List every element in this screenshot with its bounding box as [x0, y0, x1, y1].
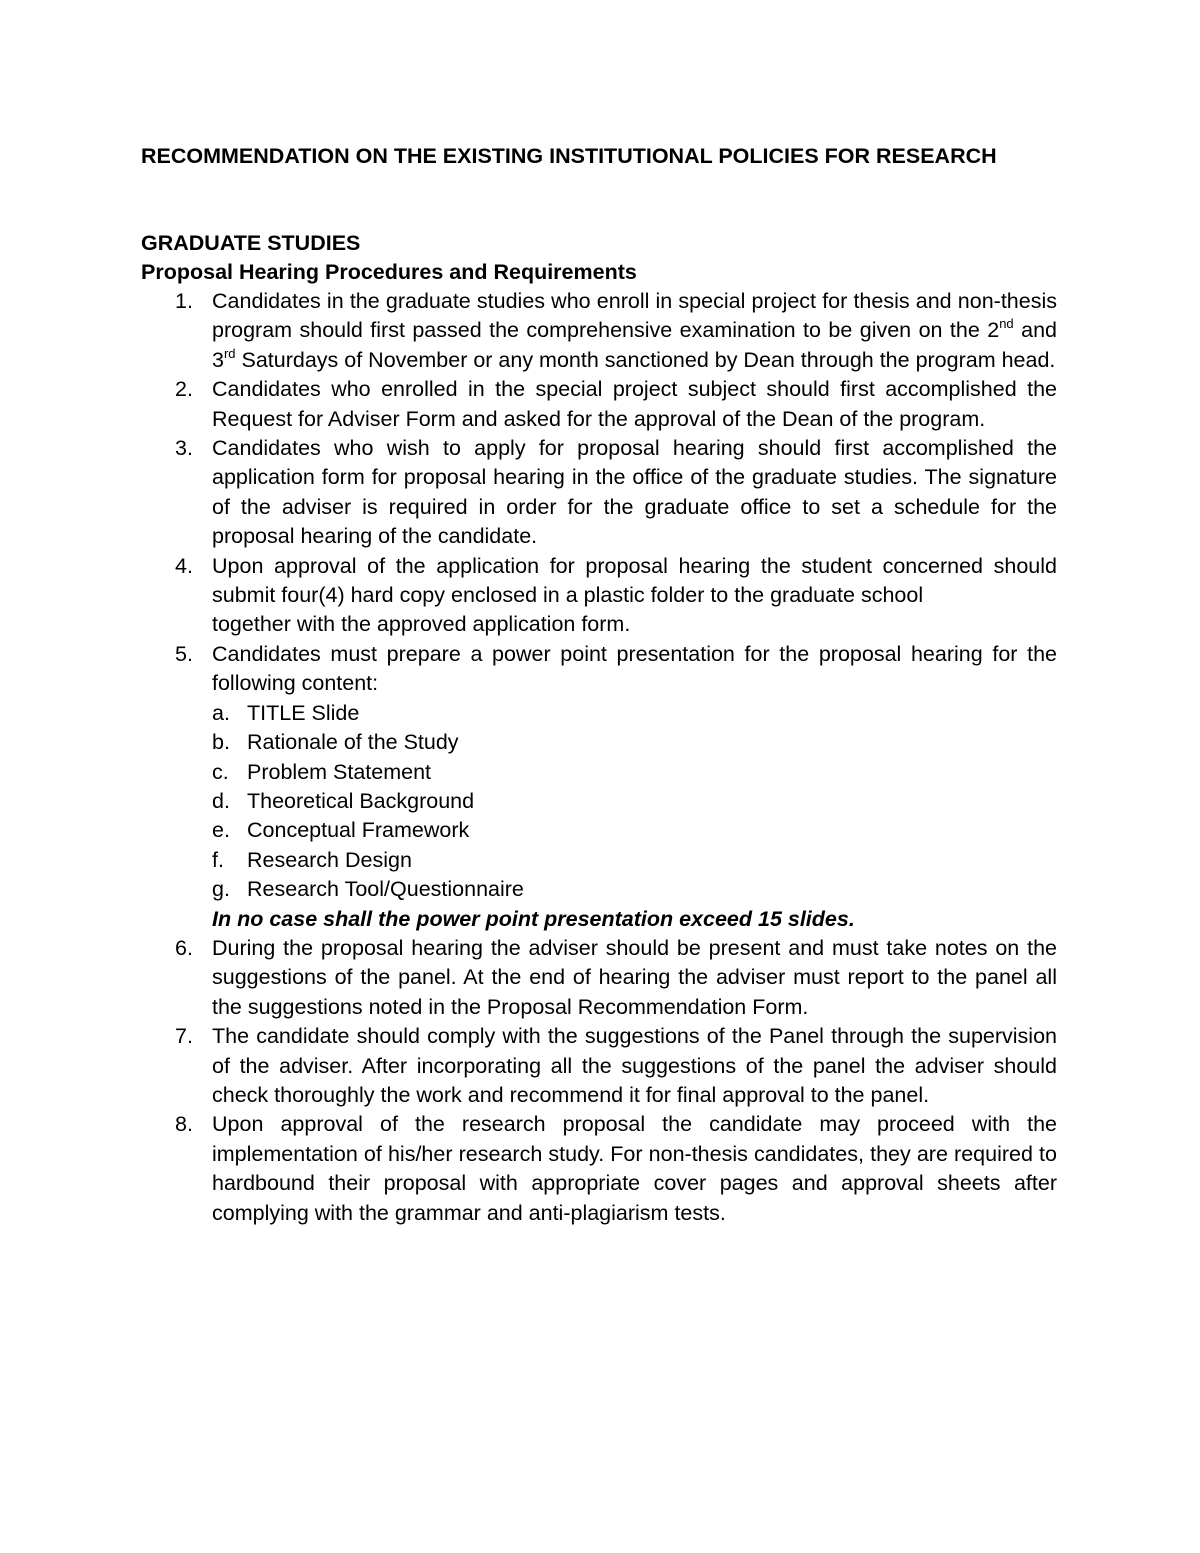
sub-item-letter: f.: [212, 847, 224, 872]
section-heading: GRADUATE STUDIES: [141, 231, 361, 255]
sub-list-item: [212, 875, 1057, 904]
list-item: [141, 434, 1057, 552]
item-text-continued: together with the approved application form.: [212, 612, 631, 637]
sub-item-text: Problem Statement: [247, 759, 432, 784]
item-number: 3.: [175, 436, 193, 461]
item-number: 4.: [175, 553, 193, 578]
item-number: 5.: [175, 641, 193, 666]
document-title: RECOMMENDATION ON THE EXISTING INSTITUTIONAL POLICIES FOR RESEARCH: [141, 144, 997, 168]
list-item: [141, 1022, 1057, 1110]
sub-item-letter: d.: [212, 788, 230, 813]
sub-item-text: Research Design: [247, 847, 412, 872]
requirements-list: [141, 287, 1057, 1228]
item-number: 8.: [175, 1112, 193, 1137]
sub-list-item: [212, 699, 1057, 728]
sub-item-text: Rationale of the Study: [247, 730, 459, 755]
item-number: 6.: [175, 935, 193, 960]
sub-item-text: Conceptual Framework: [247, 818, 470, 843]
sub-item-letter: c.: [212, 759, 229, 784]
slide-limit-note: In no case shall the power point presentation exceed 15 slides.: [212, 906, 855, 931]
list-item: [141, 375, 1057, 434]
item-text: Upon approval of the application for proposal hearing the student concerned should submit four(4) hard copy enclosed in a plastic folder to the graduate school: [212, 553, 1057, 608]
item-text: Upon approval of the research proposal the candidate may proceed with the implementation of his/her research study. For non-thesis candidates, they are required to hardbound their proposal with appropriate cover pages and approval sheets after complying with the grammar and anti-plagiarism tests.: [212, 1112, 1057, 1225]
list-item: [141, 934, 1057, 1022]
sub-item-text: Theoretical Background: [247, 788, 475, 813]
list-item: [141, 640, 1057, 934]
sub-item-letter: a.: [212, 700, 230, 725]
ordinal-suffix: nd: [999, 316, 1014, 332]
sub-list-item: [212, 816, 1057, 845]
list-item: [141, 287, 1057, 375]
sub-item-letter: g.: [212, 877, 230, 902]
item-number: 1.: [175, 289, 193, 313]
sub-item-letter: b.: [212, 730, 230, 755]
sub-list-item: [212, 846, 1057, 875]
subsection-heading: Proposal Hearing Procedures and Requirements: [141, 260, 637, 284]
item-text: Candidates in the graduate studies who enroll in special project for thesis and non-thesis program should first passed the comprehensive examination to be given on the 2nd and 3rd Saturdays of November or any month sanctioned by Dean through the program head.: [212, 289, 1057, 372]
slide-content-list: [212, 699, 1057, 905]
ordinal-suffix: rd: [223, 345, 236, 361]
item-text: During the proposal hearing the adviser should be present and must take notes on the suggestions of the panel. At the end of hearing the adviser must report to the panel all the suggestions noted in the Proposal Recommendation Form.: [212, 935, 1057, 1019]
list-item: [141, 1110, 1057, 1228]
sub-list-item: [212, 787, 1057, 816]
sub-list-item: [212, 728, 1057, 757]
item-number: 7.: [175, 1024, 193, 1049]
item-text: Candidates who wish to apply for proposal hearing should first accomplished the application form for proposal hearing in the office of the graduate studies. The signature of the adviser is required in order for the graduate office to set a schedule for the proposal hearing of the candidate.: [212, 436, 1057, 549]
sub-list-item: [212, 758, 1057, 787]
item-text: The candidate should comply with the suggestions of the Panel through the supervision of the adviser. After incorporating all the suggestions of the panel the adviser should check thoroughly the work and recommend it for final approval to the panel.: [212, 1024, 1057, 1107]
list-item: [141, 552, 1057, 640]
item-text: Candidates who enrolled in the special project subject should first accomplished the Request for Adviser Form and asked for the approval of the Dean of the program.: [212, 377, 1057, 431]
item-text: Candidates must prepare a power point presentation for the proposal hearing for the following content:: [212, 641, 1057, 696]
item-number: 2.: [175, 377, 193, 402]
sub-item-letter: e.: [212, 818, 230, 843]
sub-item-text: Research Tool/Questionnaire: [247, 877, 524, 902]
sub-item-text: TITLE Slide: [247, 700, 360, 725]
